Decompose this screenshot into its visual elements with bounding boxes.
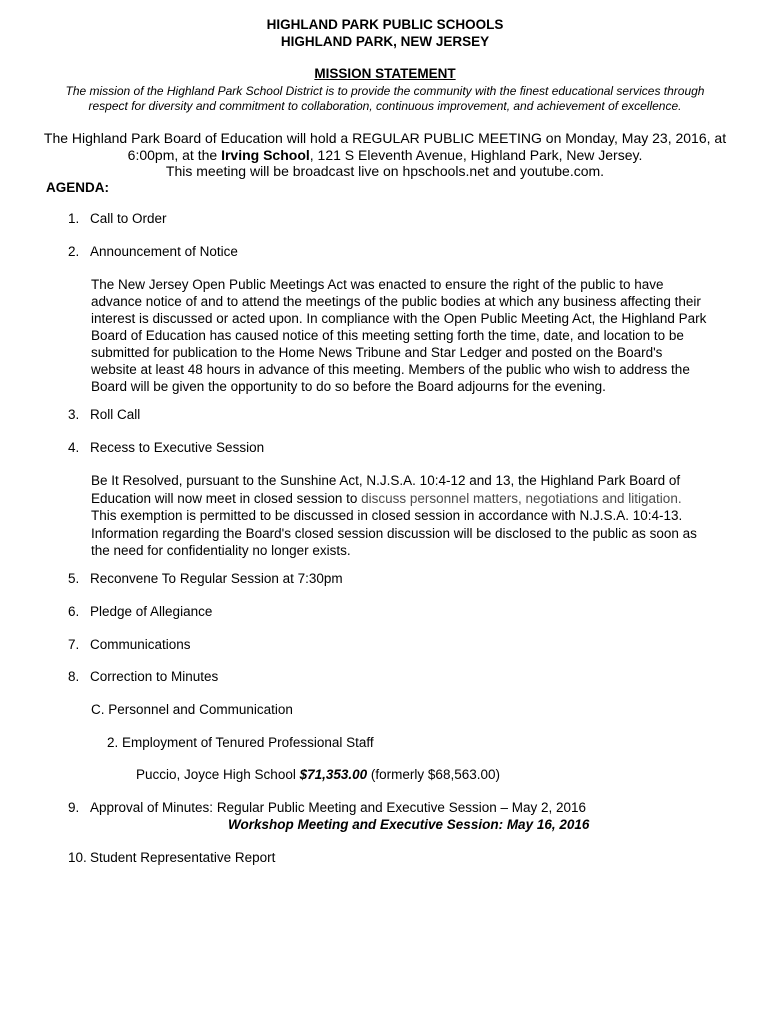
sub-item-employment: 2. Employment of Tenured Professional Staff — [107, 735, 374, 750]
sub-section-personnel: C. Personnel and Communication — [91, 702, 293, 717]
closed-session-topics: discuss personnel matters, negotiations and litigation. — [361, 490, 682, 506]
agenda-item-9 — [68, 800, 586, 815]
agenda-item-1 — [68, 211, 167, 226]
paragraph-line: website at least 48 hours in advance of this meeting. Members of the public who wish to address the — [91, 362, 690, 377]
item-text: Roll Call — [90, 407, 141, 422]
item-text: Correction to Minutes — [90, 669, 219, 684]
meeting-notice-line-2 — [0, 147, 770, 164]
item-number: 10. — [68, 850, 87, 865]
new-salary: $71,353.00 — [299, 767, 368, 782]
paragraph-line: Be It Resolved, pursuant to the Sunshine Act, N.J.S.A. 10:4-12 and 13, the Highland Park Board of — [91, 473, 681, 488]
item-number: 6. — [68, 604, 80, 619]
paragraph-line: advance notice of and to attend the meetings of the public bodies at which any business affecting their — [91, 294, 701, 309]
item-text: Pledge of Allegiance — [90, 604, 213, 619]
agenda-item-7 — [68, 637, 191, 652]
item-number: 5. — [68, 571, 80, 586]
item-number: 3. — [68, 407, 80, 422]
agenda-item-4 — [68, 440, 264, 455]
meeting-address: , 121 S Eleventh Avenue, Highland Park, New Jersey. — [309, 147, 643, 163]
agenda-label: AGENDA: — [46, 180, 109, 195]
item-number: 4. — [68, 440, 80, 455]
agenda-item-2 — [68, 244, 238, 259]
meeting-notice-text: 6:00pm, at the — [127, 147, 222, 163]
mission-text-line-1: The mission of the Highland Park School District is to provide the community with the finest educational services through — [65, 84, 705, 98]
paragraph-line: Board will be given the opportunity to do so before the Board adjourns for the evening. — [91, 379, 606, 394]
item-text: Recess to Executive Session — [90, 440, 265, 455]
staff-salary-line — [136, 767, 500, 782]
paragraph-line: This exemption is permitted to be discussed in closed session in accordance with N.J.S.A. 10:4-13. — [91, 508, 683, 523]
notice-paragraph — [91, 276, 706, 395]
agenda-item-3 — [68, 407, 140, 422]
meeting-location: Irving School — [221, 147, 310, 163]
district-location: HIGHLAND PARK, NEW JERSEY — [280, 34, 490, 49]
meeting-notice-line-1: The Highland Park Board of Education will hold a REGULAR PUBLIC MEETING on Monday, May 23, 2016, at — [43, 130, 727, 146]
item-number: 1. — [68, 211, 80, 226]
paragraph-line: Board of Education has caused notice of this meeting setting forth the time, date, and location to be — [91, 328, 684, 343]
mission-title: MISSION STATEMENT — [314, 66, 456, 81]
agenda-item-5 — [68, 571, 343, 586]
minutes-workshop-line: Workshop Meeting and Executive Session: May 16, 2016 — [228, 817, 590, 832]
agenda-item-8 — [68, 669, 218, 684]
agenda-item-6 — [68, 604, 212, 619]
mission-text-line-2: respect for diversity and commitment to collaboration, continuous improvement, and achievement of excellence. — [88, 99, 682, 113]
executive-session-paragraph — [91, 472, 697, 560]
former-salary: (formerly $68,563.00) — [367, 767, 500, 782]
item-text: Call to Order — [90, 211, 167, 226]
paragraph-line — [91, 490, 697, 508]
meeting-broadcast-line: This meeting will be broadcast live on hpschools.net and youtube.com. — [165, 163, 605, 179]
district-name: HIGHLAND PARK PUBLIC SCHOOLS — [266, 17, 504, 32]
item-number: 9. — [68, 800, 80, 815]
agenda-item-10 — [68, 850, 275, 865]
item-text: Approval of Minutes: Regular Public Meeting and Executive Session – May 2, 2016 — [90, 800, 587, 815]
paragraph-line: submitted for publication to the Home News Tribune and Star Ledger and posted on the Board's — [91, 345, 663, 360]
item-text: Communications — [90, 637, 191, 652]
item-number: 2. — [68, 244, 80, 259]
item-text: Student Representative Report — [90, 850, 276, 865]
item-number: 8. — [68, 669, 80, 684]
item-text: Reconvene To Regular Session at 7:30pm — [90, 571, 343, 586]
paragraph-text: Education will now meet in closed session to — [91, 490, 362, 506]
item-text: Announcement of Notice — [90, 244, 238, 259]
item-number: 7. — [68, 637, 80, 652]
paragraph-line: The New Jersey Open Public Meetings Act was enacted to ensure the right of the public to have — [91, 277, 664, 292]
staff-name: Puccio, Joyce High School — [136, 767, 300, 782]
paragraph-line: the need for confidentiality no longer exists. — [91, 543, 351, 558]
paragraph-line: Information regarding the Board's closed session discussion will be disclosed to the public as soon as — [91, 525, 697, 541]
paragraph-line: interest is discussed or acted upon. In compliance with the Open Public Meeting Act, the Highland Park — [91, 311, 707, 326]
